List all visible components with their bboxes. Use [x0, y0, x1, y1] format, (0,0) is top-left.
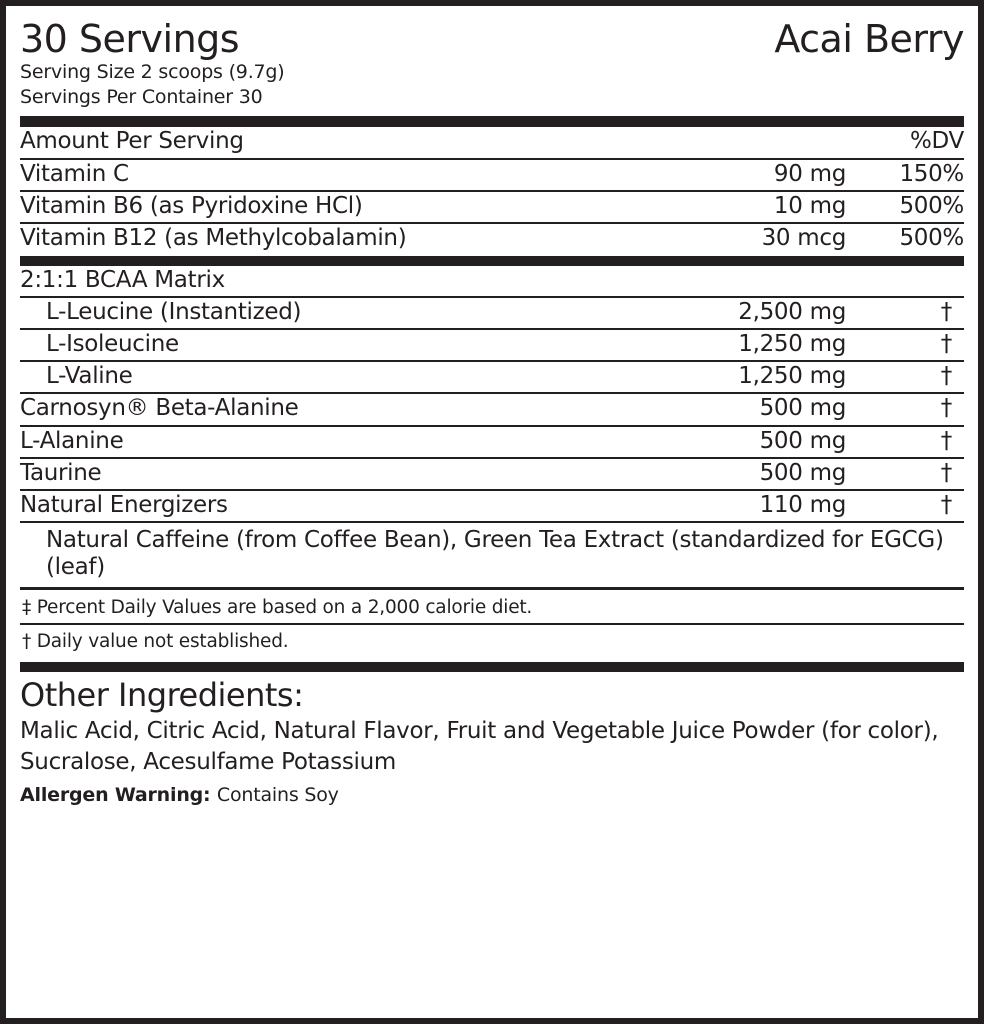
nutrient-dv: †: [846, 426, 964, 458]
nutrient-amount: 1,250 mg: [676, 329, 846, 361]
nutrient-dv: 500%: [899, 224, 964, 251]
table-row: [20, 458, 964, 490]
nutrient-name: Natural Energizers: [20, 490, 676, 522]
nutrient-name: Vitamin B12 (as Methylcobalamin): [20, 224, 407, 251]
energizers-description-row: [20, 522, 964, 587]
nutrient-amount: 110 mg: [676, 490, 846, 522]
table-row: [20, 393, 964, 425]
table-row: [20, 191, 964, 223]
footnote-dagger: † Daily value not established.: [22, 631, 289, 653]
table-row: [20, 329, 964, 361]
allergen-label: Allergen Warning:: [20, 784, 211, 807]
matrix-table: [20, 266, 964, 587]
divider-thick-middle: [20, 256, 964, 266]
nutrient-name: L-Isoleucine: [20, 329, 676, 361]
nutrient-dv: †: [846, 297, 964, 329]
flavor-name: Acai Berry: [774, 17, 964, 61]
amount-per-serving-header: Amount Per Serving: [20, 127, 676, 158]
table-row: [20, 426, 964, 458]
nutrient-amount: 30 mcg: [761, 224, 846, 251]
matrix-title-dv: [846, 266, 964, 297]
nutrient-name: L-Valine: [20, 361, 676, 393]
nutrient-amount: 90 mg: [676, 159, 846, 191]
nutrient-name: Vitamin C: [20, 159, 676, 191]
nutrient-dv: 500%: [846, 191, 964, 223]
divider-thick-bottom: [20, 662, 964, 672]
nutrient-amount: 500 mg: [676, 393, 846, 425]
allergen-value: Contains Soy: [216, 784, 339, 807]
nutrient-dv: †: [846, 490, 964, 522]
nutrient-dv: †: [846, 361, 964, 393]
other-ingredients-title: Other Ingredients:: [20, 676, 304, 715]
nutrient-name: L-Alanine: [20, 426, 676, 458]
allergen-warning: [20, 778, 964, 806]
matrix-title-row: [20, 266, 964, 297]
servings-title: 30 Servings: [20, 17, 240, 61]
table-row: [20, 223, 964, 254]
nutrient-dv: †: [846, 329, 964, 361]
label-header: [20, 17, 964, 61]
nutrient-name: Vitamin B6 (as Pyridoxine HCl): [20, 191, 676, 223]
table-header-row: [20, 127, 964, 158]
matrix-title: 2:1:1 BCAA Matrix: [20, 266, 676, 297]
nutrient-dv: †: [846, 393, 964, 425]
table-row: [20, 159, 964, 191]
table-row: [20, 297, 964, 329]
other-ingredients-body: Malic Acid, Citric Acid, Natural Flavor, Fruit and Vegetable Juice Powder (for color), Sucralose, Acesulfame Potassium: [20, 718, 939, 776]
nutrient-amount: 1,250 mg: [676, 361, 846, 393]
nutrient-name: Carnosyn® Beta-Alanine: [20, 393, 676, 425]
nutrient-name: L-Leucine (Instantized): [20, 297, 676, 329]
energizers-description: Natural Caffeine (from Coffee Bean), Green Tea Extract (standardized for EGCG) (leaf): [46, 526, 944, 581]
nutrient-name: Taurine: [20, 458, 676, 490]
table-row: [20, 490, 964, 522]
table-row: [20, 361, 964, 393]
nutrient-dv: †: [846, 458, 964, 490]
serving-size-line: Serving Size 2 scoops (9.7g): [20, 60, 285, 83]
divider-thick-top: [20, 116, 964, 127]
amount-column-header: [676, 127, 846, 158]
servings-per-container-line: Servings Per Container 30: [20, 86, 263, 109]
nutrient-dv: 150%: [846, 159, 964, 191]
nutrient-amount: 10 mg: [676, 191, 846, 223]
dv-column-header: %DV: [846, 127, 964, 158]
footnote-daily-values: ‡ Percent Daily Values are based on a 2,000 calorie diet.: [22, 597, 533, 619]
nutrition-table: [20, 127, 964, 254]
supplement-facts-inner: [20, 17, 964, 807]
nutrient-amount: 2,500 mg: [676, 297, 846, 329]
matrix-title-amount: [676, 266, 846, 297]
nutrient-amount: 500 mg: [676, 426, 846, 458]
nutrient-amount: 500 mg: [676, 458, 846, 490]
